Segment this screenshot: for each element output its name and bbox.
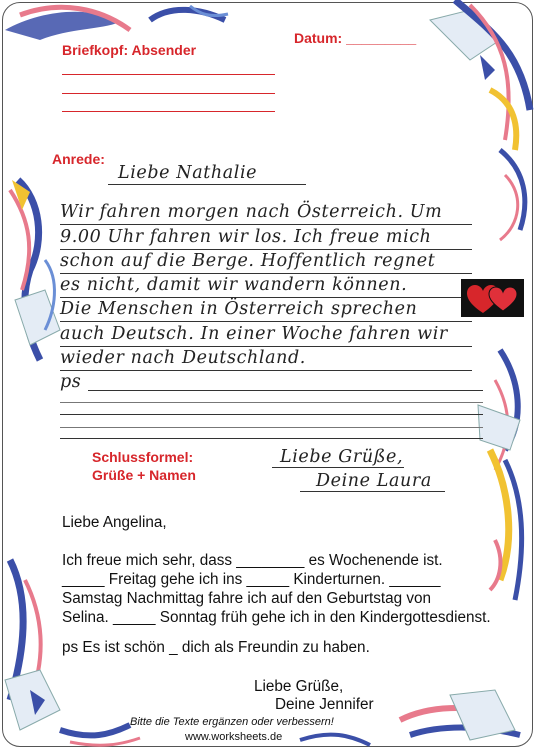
- page-border: [2, 2, 533, 747]
- sender-line[interactable]: [62, 93, 275, 94]
- letter-line: wieder nach Deutschland.: [60, 348, 306, 368]
- ps-line[interactable]: [60, 402, 483, 403]
- closing-greeting: Liebe Grüße,: [280, 447, 404, 467]
- closing-label: Schlussformel:: [92, 449, 194, 465]
- exercise-line: Selina. _____ Sonntag früh gehe ich in den Kindergottesdienst.: [62, 609, 491, 626]
- exercise-line: Samstag Nachmittag fahre ich auf den Geburtstag von: [62, 590, 432, 607]
- ps-line[interactable]: [88, 390, 483, 391]
- letter-line: es nicht, damit wir wandern können.: [60, 275, 408, 295]
- date-label: Datum: _________: [294, 30, 417, 46]
- ps-line[interactable]: [60, 414, 483, 415]
- website-link[interactable]: www.worksheets.de: [185, 731, 283, 743]
- letter-line: Wir fahren morgen nach Österreich. Um: [60, 202, 443, 222]
- salutation-label: Anrede:: [52, 151, 105, 167]
- exercise-closing-name: Deine Jennifer: [275, 696, 374, 713]
- exercise-ps: ps Es ist schön _ dich als Freundin zu haben.: [62, 639, 370, 656]
- ruled-line: [60, 321, 472, 322]
- ruled-line: [60, 273, 472, 274]
- ruled-line: [60, 297, 472, 298]
- ps-line[interactable]: [60, 427, 483, 428]
- sender-label: Briefkopf: Absender: [62, 42, 197, 58]
- ps-label: ps: [60, 372, 82, 392]
- exercise-closing-greeting: Liebe Grüße,: [254, 678, 344, 695]
- letter-line: auch Deutsch. In einer Woche fahren wir: [60, 324, 448, 344]
- sender-line[interactable]: [62, 74, 275, 75]
- closing-line: [272, 467, 404, 468]
- letter-line: 9.00 Uhr fahren wir los. Ich freue mich: [60, 227, 432, 247]
- letter-line: schon auf die Berge. Hoffentlich regnet: [60, 251, 436, 271]
- exercise-line: Ich freue mich sehr, dass ________ es Wochenende ist.: [62, 552, 443, 569]
- ruled-line: [60, 346, 472, 347]
- closing-name: Deine Laura: [316, 471, 432, 491]
- salutation-text: Liebe Nathalie: [118, 163, 258, 183]
- ruled-line: [60, 224, 472, 225]
- letter-line: Die Menschen in Österreich sprechen: [60, 299, 418, 319]
- hearts-icon: [461, 279, 524, 317]
- salutation-line: [108, 184, 306, 185]
- ruled-line: [60, 370, 472, 371]
- sender-line[interactable]: [62, 111, 275, 112]
- exercise-line: _____ Freitag gehe ich ins _____ Kinderturnen. ______: [62, 571, 441, 588]
- exercise-greeting: Liebe Angelina,: [62, 514, 167, 531]
- closing-line: [300, 491, 445, 492]
- ps-line[interactable]: [60, 438, 483, 439]
- closing-label: Grüße + Namen: [92, 467, 196, 483]
- instruction-text: Bitte die Texte ergänzen oder verbessern!: [130, 716, 334, 728]
- ruled-line: [60, 249, 472, 250]
